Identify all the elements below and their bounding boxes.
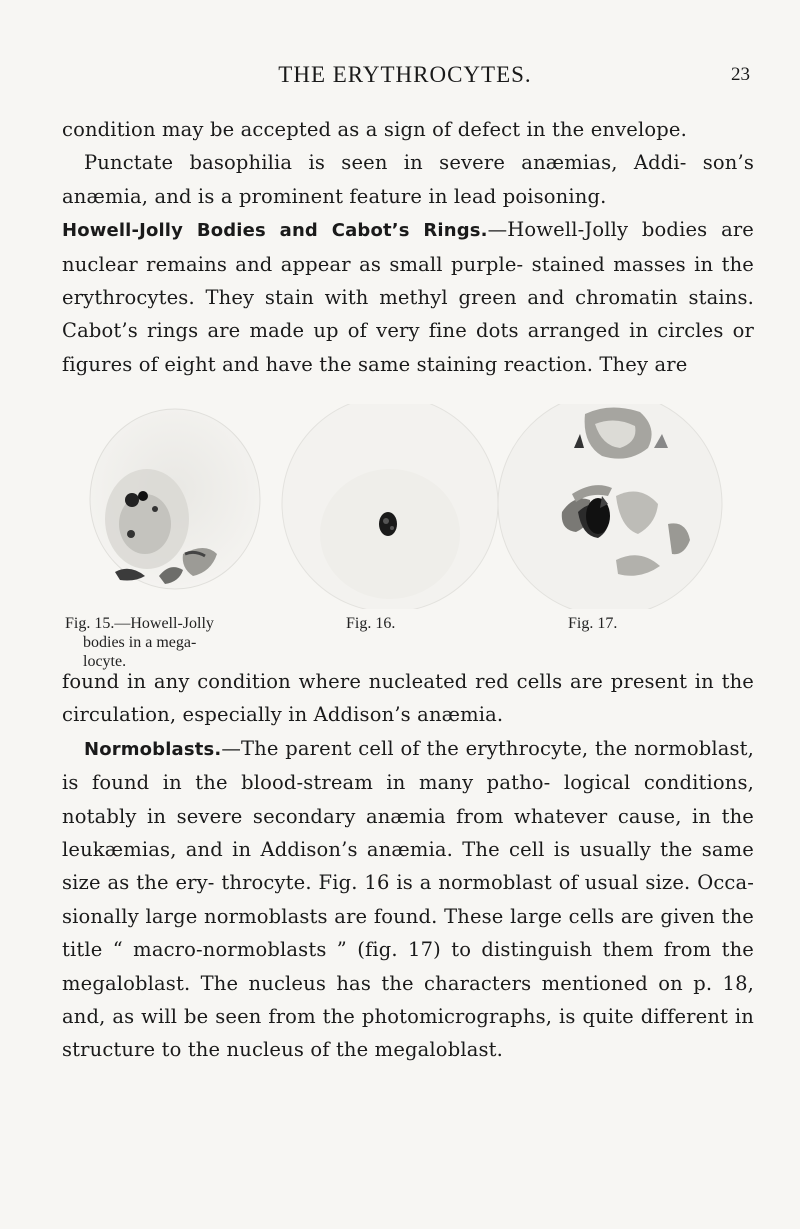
body-text-bottom [62, 665, 754, 1067]
paragraph-nucleated-cells: found in any condition where nucleated red cells are present in the circulation, especially in Addison’s anæmia. [62, 670, 754, 727]
figure-16-image [280, 404, 500, 604]
figure-15-caption-line-3: locyte. [83, 653, 127, 670]
paragraph-punctate-basophilia [62, 146, 754, 213]
figure-17-caption: Fig. 17. [568, 615, 618, 632]
paragraph-howell-jolly-text: —Howell-Jolly bodies are nuclear remains and appear as small purple- stained masses in the erythrocytes. They stain with methyl green and chromatin stains. Cabot’s rings are made up of very fine dots arranged in circles or figures of eight and have the same staining reaction. They are [62, 218, 755, 376]
figure-16-caption: Fig. 16. [346, 615, 396, 632]
figure-row [40, 404, 760, 670]
paragraph-envelope: condition may be accepted as a sign of defect in the envelope. [62, 118, 687, 141]
section-heading-howell-jolly: Howell-Jolly Bodies and Cabot’s Rings. [62, 220, 488, 242]
paragraph-normoblasts-text: —The parent cell of the erythrocyte, the normoblast, is found in the blood-stream in many patho- logical conditions, notably in severe secondary anæmia from whatever cause, in the leukæmias, and in Addison’s anæmia. The cell is usually the same size as the ery- throcyte. Fig. 16 is a normoblast of usual size. Occa- sionally large normoblasts are found. These large cells are given the title “ macro-normoblasts ” (fig. 17) to distinguish them from the megaloblast. The nucleus has the characters mentioned on p. 18, and, as will be seen from the photomicrographs, is quite different in structure to the nucleus of the megaloblast. [62, 736, 754, 1062]
paragraph-normoblasts [62, 732, 754, 1067]
figure-15-image [75, 404, 275, 604]
section-heading-normoblasts: Normoblasts. [84, 738, 222, 760]
figure-17-image [490, 404, 730, 604]
paragraph-howell-jolly [62, 213, 754, 381]
running-title: THE ERYTHROCYTES. [278, 62, 532, 87]
paragraph-punctate-text: Punctate basophilia is seen in severe anæmias, Addi- son’s anæmia, and is a prominent feature in lead poisoning. [62, 151, 754, 208]
figure-15-caption-line-1: Fig. 15.—Howell-Jolly [65, 615, 214, 632]
page-number: 23 [731, 64, 750, 85]
figure-15-caption-line-2: bodies in a mega- [83, 634, 197, 651]
body-text-top [62, 113, 754, 381]
page-header [60, 62, 750, 96]
figure-15-caption [65, 614, 285, 671]
